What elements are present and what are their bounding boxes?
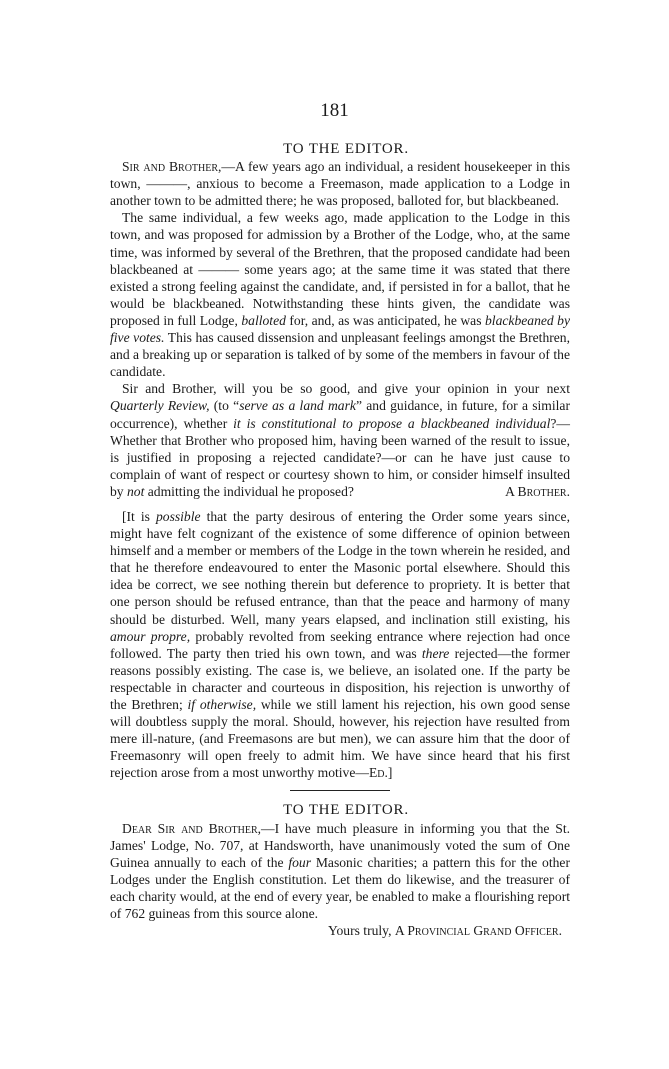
letter1-p3-not: not [127,483,145,499]
editor-note-amour: amour propre, [110,628,191,644]
letter2-four: four [288,854,312,870]
letter1-p2-text-a: The same individual, a few weeks ago, made application to the Lodge in this town, and was proposed for admission by a Brother of the Lodge, who, at the same time, was informed by several of the Brethren, that the proposed candidate had been blackbeaned at ——— some years ago; at the same time it was stated that there existed a strong feeling against the candidate, and, if persisted in for a ballot, that he would be blackbeaned. Notwithstanding these hints given, the candidate was proposed in full Lodge, [110,210,570,328]
letter1-p3-text-b: (to “ [209,398,240,414]
letter1-p2-balloted: balloted [241,312,286,328]
article-column [110,141,570,939]
page-number: 181 [320,100,349,121]
editor-note-possible: possible [155,508,201,524]
letter1-p3-landmark: serve as a land mark [239,398,356,414]
letter1-p3-text-e: admitting the individual he proposed? [144,483,354,499]
letter1-paragraph-2 [110,209,570,380]
editor-note [110,508,570,782]
letter2-text-b: Masonic charities; a pattern this for the other Lodges under the English constitution. Let them do likewise, and the treasurer of each charity would, at the end of every year, be enabled to make a flourishing report of 762 guineas from this source alone. [110,854,570,922]
letter1-p1-text: —A few years ago an individual, a resident housekeeper in this town, ———, anxious to become a Freemason, made application to a Lodge in another town to be admitted there; he was proposed, balloted for, but blackbeaned. [110,159,570,209]
letter1-p2-text-c: This has caused dissension and unpleasant feelings amongst the Brethren, and a breaking up or separation is talked of by some of the members in favour of the candidate. [110,330,570,380]
letter1-p3-review: Quarterly Review, [110,398,210,414]
letter1-p3-constitutional: it is constitutional to propose a blackbeaned individual [233,415,551,431]
section-divider [290,790,390,791]
editor-note-text-d: rejected—the former reasons possibly existing. The case is, we believe, an isolated one. If the party be respectable in character and courteous in disposition, his rejection is unworthy of the Brethren; [110,645,571,712]
editor-note-close: ] [387,765,393,781]
letter2-text-a: —I have much pleasure in informing you that the St. James' Lodge, No. 707, at Handsworth, have unanimously voted the sum of One Guinea annually to each of the [110,820,570,870]
editor-note-text-b: that the party desirous of entering the Order some years since, might have felt cognizant of the existence of some difference of opinion between himself and a member or members of the Lodge in the town wherein he resided, and that he therefore endeavoured to enter the Masonic portal elsewhere. Should this idea be correct, we see nothing therein but deference to propriety. It is better that one person should be refused entrance, than that the peace and harmony of many should be disturbed. Well, many years elapsed, and inclination still existing, his [110,508,570,627]
letter1-paragraph-1 [110,158,570,209]
letter2-salutation: Dear Sir and Brother, [122,820,262,836]
letter1-signature: A Brother. [505,483,570,499]
letter1-p3-text-d: ?—Whether that Brother who proposed him, having been warned of the result to issue, is justified in proposing a rejected candidate?—or can he have just cause to complain of want of respect or courtesy shown to him, or consider himself insulted by [110,415,570,499]
letter1-title: TO THE EDITOR. [283,141,409,157]
letter1-p3-text-a: Sir and Brother, will you be so good, and give your opinion in your next [122,381,570,397]
letter1-p2-text-b: for, and, as was anticipated, he was [285,312,485,328]
letter1-p3-text-c: ” and guidance, in future, for a similar occurrence), whether [110,398,570,431]
letter1-paragraph-3 [110,380,570,500]
letter2-signature: A Provincial Grand Officer. [394,923,562,939]
editor-note-ed: Ed. [368,765,388,781]
editor-note-text-e: while we still lament his rejection, his own good sense will doubtless supply the moral. Should, however, his rejection have resulted from mere ill-nature, (and Freemasons are but men), we can assure him that the door of Freemasonry will open freely to admit him. We have since heard that his first rejection arose from a most unworthy motive— [110,697,570,781]
editor-note-otherwise: if otherwise, [187,697,257,712]
letter2-closing: Yours truly, [328,923,392,939]
letter2-paragraph [110,820,570,923]
editor-note-text-c: probably revolted from seeking entrance where rejection had once followed. The party then tried his own town, and was [110,628,570,661]
letter1-p2-blackbeaned: blackbeaned by five votes. [110,312,571,346]
letter2-title: TO THE EDITOR. [283,802,409,819]
editor-note-there: there [421,645,450,661]
letter2-signoff [110,922,570,939]
editor-note-text-a: [It is [122,508,156,524]
letter1-salutation: Sir and Brother, [122,159,222,175]
